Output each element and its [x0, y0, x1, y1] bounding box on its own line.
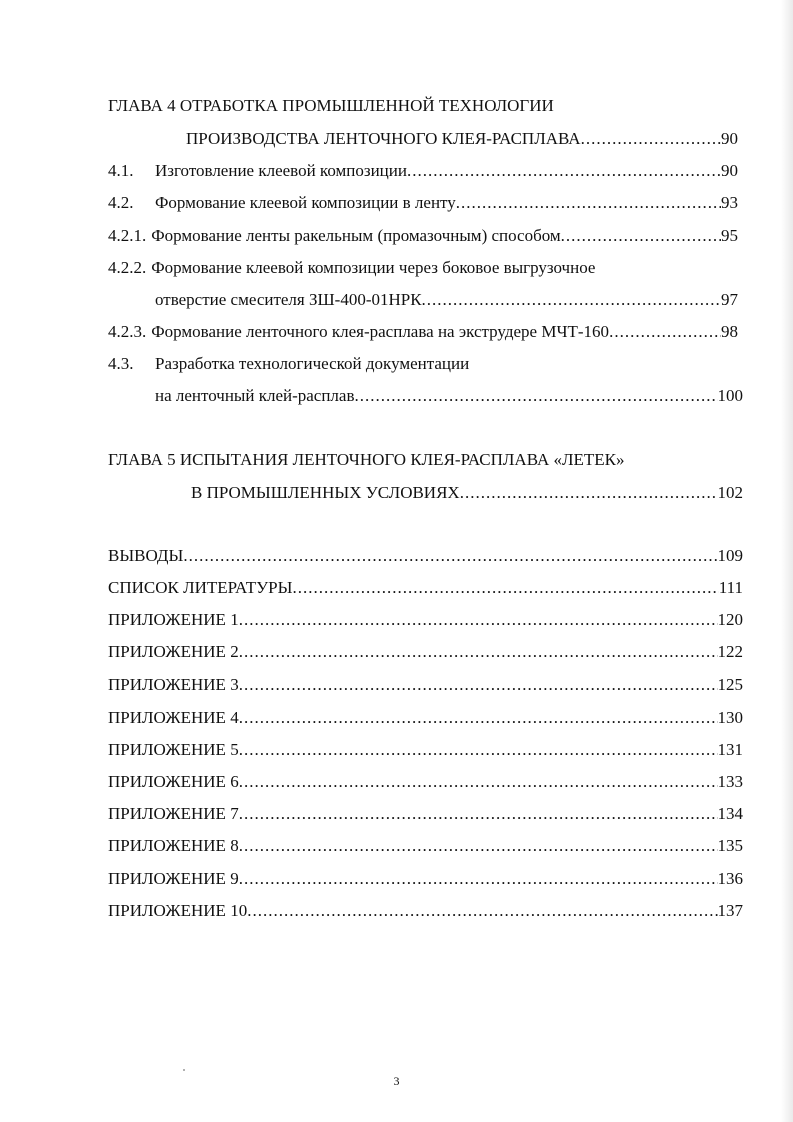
section-number: 4.2.3. — [108, 322, 147, 341]
toc-entry-4-2[interactable] — [108, 189, 738, 217]
page-ref: 90 — [721, 161, 738, 180]
section-title: Формование клеевой композиции через боковое выгрузочное — [151, 258, 596, 277]
entry-label: ПРИЛОЖЕНИЕ 4 — [108, 708, 239, 727]
page-ref: 109 — [717, 546, 743, 565]
chapter-4-title: ГЛАВА 4 ОТРАБОТКА ПРОМЫШЛЕННОЙ ТЕХНОЛОГИИ — [108, 96, 554, 115]
toc-entry-chapter-4[interactable] — [186, 125, 738, 153]
toc-entry-chapter-5[interactable] — [191, 479, 743, 507]
toc-entry-4-2-3[interactable] — [108, 318, 738, 346]
toc-entry-appendix-5[interactable] — [108, 736, 743, 764]
leader-dots — [183, 542, 717, 570]
page-ref: 95 — [721, 226, 738, 245]
entry-label: ПРИЛОЖЕНИЕ 7 — [108, 804, 239, 823]
page-ref: 122 — [717, 642, 743, 661]
section-title-cont: отверстие смесителя ЗШ-400-01НРК — [155, 290, 422, 309]
section-title-cont: на ленточный клей-расплав — [155, 386, 355, 405]
scan-edge-shadow — [781, 0, 793, 1122]
leader-dots — [239, 800, 718, 828]
leader-dots — [239, 736, 718, 764]
leader-dots — [581, 125, 721, 153]
entry-label: ПРИЛОЖЕНИЕ 8 — [108, 836, 239, 855]
toc-entry-appendix-3[interactable] — [108, 671, 743, 699]
page-ref: 93 — [721, 193, 738, 212]
section-title: Изготовление клеевой композиции — [155, 161, 407, 180]
leader-dots — [239, 832, 718, 860]
chapter-4-title-cont: ПРОИЗВОДСТВА ЛЕНТОЧНОГО КЛЕЯ-РАСПЛАВА — [186, 129, 581, 148]
toc-entry-4-2-1[interactable] — [108, 222, 738, 250]
section-number: 4.3. — [108, 354, 134, 373]
leader-dots — [239, 768, 718, 796]
entry-label: ПРИЛОЖЕНИЕ 1 — [108, 610, 239, 629]
leader-dots — [355, 382, 718, 410]
entry-label: ПРИЛОЖЕНИЕ 2 — [108, 642, 239, 661]
leader-dots — [460, 479, 718, 507]
toc-entry-4-1[interactable] — [108, 157, 738, 185]
page-ref: 130 — [717, 708, 743, 727]
entry-label: ВЫВОДЫ — [108, 546, 184, 565]
scan-speck — [183, 1069, 185, 1071]
page-ref: 100 — [717, 386, 743, 405]
page-ref: 137 — [717, 901, 743, 920]
entry-label: ПРИЛОЖЕНИЕ 5 — [108, 740, 239, 759]
toc-entry-appendix-8[interactable] — [108, 832, 743, 860]
toc-entry-conclusions[interactable] — [108, 542, 743, 570]
leader-dots — [239, 671, 718, 699]
entry-label: ПРИЛОЖЕНИЕ 9 — [108, 869, 239, 888]
section-title: Формование ленты ракельным (промазочным) способом — [151, 226, 561, 245]
toc-entry-appendix-7[interactable] — [108, 800, 743, 828]
page-ref: 125 — [717, 675, 743, 694]
page-ref: 131 — [717, 740, 743, 759]
toc-entry-appendix-1[interactable] — [108, 606, 743, 634]
section-number: 4.2.1. — [108, 226, 147, 245]
page-ref: 90 — [721, 129, 738, 148]
chapter-5-title: ГЛАВА 5 ИСПЫТАНИЯ ЛЕНТОЧНОГО КЛЕЯ-РАСПЛАВА «ЛЕТЕК» — [108, 450, 625, 469]
page-ref: 98 — [721, 322, 738, 341]
toc-entry-4-3-line1[interactable] — [108, 350, 738, 378]
page-ref: 133 — [717, 772, 743, 791]
leader-dots — [609, 318, 721, 346]
toc-entry-appendix-6[interactable] — [108, 768, 743, 796]
toc-entry-4-2-2-line1[interactable] — [108, 254, 738, 282]
leader-dots — [422, 286, 721, 314]
entry-label: ПРИЛОЖЕНИЕ 3 — [108, 675, 239, 694]
page-ref: 102 — [717, 483, 743, 502]
section-title: Формование ленточного клея-расплава на экструдере МЧТ-160 — [151, 322, 610, 341]
toc-entry-4-3-line2[interactable] — [155, 382, 743, 410]
section-number: 4.1. — [108, 161, 134, 180]
entry-label: ПРИЛОЖЕНИЕ 10 — [108, 901, 248, 920]
toc-entry-appendix-9[interactable] — [108, 865, 743, 893]
page-ref: 136 — [717, 869, 743, 888]
page-ref: 97 — [721, 290, 738, 309]
toc-entry-4-2-2-line2[interactable] — [155, 286, 738, 314]
section-title: Разработка технологической документации — [155, 354, 470, 373]
page-ref: 120 — [717, 610, 743, 629]
page-ref: 111 — [718, 578, 743, 597]
leader-dots — [239, 606, 718, 634]
entry-label: СПИСОК ЛИТЕРАТУРЫ — [108, 578, 293, 597]
leader-dots — [292, 574, 718, 602]
page-ref: 135 — [717, 836, 743, 855]
entry-label: ПРИЛОЖЕНИЕ 6 — [108, 772, 239, 791]
toc-entry-appendix-4[interactable] — [108, 704, 743, 732]
leader-dots — [239, 865, 718, 893]
leader-dots — [407, 157, 721, 185]
section-title: Формование клеевой композиции в ленту — [155, 193, 456, 212]
page-number: 3 — [393, 1074, 400, 1088]
toc-entry-appendix-10[interactable] — [108, 897, 743, 925]
leader-dots — [456, 189, 721, 217]
leader-dots — [239, 704, 718, 732]
leader-dots — [561, 222, 721, 250]
chapter-5-title-cont: В ПРОМЫШЛЕННЫХ УСЛОВИЯХ — [191, 483, 460, 502]
page-ref: 134 — [717, 804, 743, 823]
section-number: 4.2. — [108, 193, 134, 212]
leader-dots — [239, 638, 718, 666]
toc-entry-references[interactable] — [108, 574, 743, 602]
toc-entry-appendix-2[interactable] — [108, 638, 743, 666]
leader-dots — [247, 897, 717, 925]
section-number: 4.2.2. — [108, 258, 147, 277]
